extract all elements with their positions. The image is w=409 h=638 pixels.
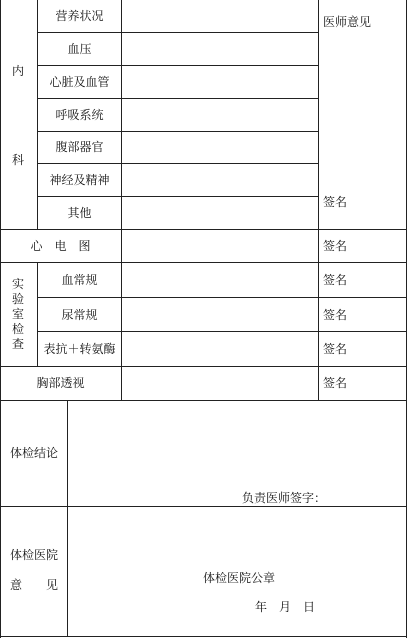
ecg-sign-label: 签名 [323,239,348,253]
item-blood-pressure: 血压 [67,42,92,56]
date-label: 年 月 日 [255,600,316,614]
section-line-hospital-top [0,506,407,507]
lab-item-antigen-transaminase: 表抗＋转氨酶 [43,342,116,356]
chest-sign-label: 签名 [323,376,348,390]
item-respiratory: 呼吸系统 [55,108,104,122]
conclusion-divider [67,400,68,637]
row-line-5 [37,163,318,164]
lab-sign-label-2: 签名 [323,308,348,322]
item-nutrition: 营养状况 [55,9,104,23]
chest-xray-label: 胸部透视 [36,376,85,390]
border-right [406,0,407,638]
lab-row-line-2 [37,331,407,332]
row-line-2 [37,65,318,66]
lab-row-line-1 [37,297,407,298]
lab-vertical-char-5: 查 [12,337,25,351]
lab-vertical-char-3: 室 [12,307,25,321]
border-bottom [0,636,407,637]
row-line-1 [37,32,318,33]
responsible-doctor-signature-label: 负责医师签字： [242,491,327,505]
lab-sign-label-1: 签名 [323,273,348,287]
internal-dept-char-1: 内 [12,64,25,78]
lab-vertical-char-2: 验 [12,292,25,306]
hospital-opinion-label-line-2: 意 见 [10,578,59,592]
section-line-ecg-top [0,229,407,230]
lab-vertical-char-1: 实 [12,277,25,291]
item-heart-vessels: 心脏及血管 [49,75,110,89]
section-line-chest-top [0,366,407,367]
lab-sign-label-3: 签名 [323,342,348,356]
row-line-3 [37,98,318,99]
hospital-opinion-label-line-1: 体检医院 [10,548,59,562]
section-line-conclusion-top [0,400,407,401]
internal-dept-char-2: 科 [12,153,25,167]
hospital-seal-label: 体检医院公章 [203,571,276,585]
internal-sign-label: 签名 [323,195,348,209]
section-line-lab-top [0,262,407,263]
value-opinion-divider [318,0,319,400]
item-abdominal: 腹部器官 [55,140,104,154]
lab-item-blood-routine: 血常规 [61,273,98,287]
border-left [0,0,1,638]
lab-item-urine-routine: 尿常规 [61,308,98,322]
item-value-divider [121,0,122,400]
lab-vertical-char-4: 检 [12,322,25,336]
doctor-opinion-label: 医师意见 [323,15,372,29]
conclusion-label: 体检结论 [10,446,59,460]
row-line-6 [37,196,318,197]
ecg-label: 心 电 图 [30,239,91,253]
item-other: 其他 [67,206,92,220]
row-line-4 [37,131,318,132]
item-neuro-mental: 神经及精神 [49,173,110,187]
